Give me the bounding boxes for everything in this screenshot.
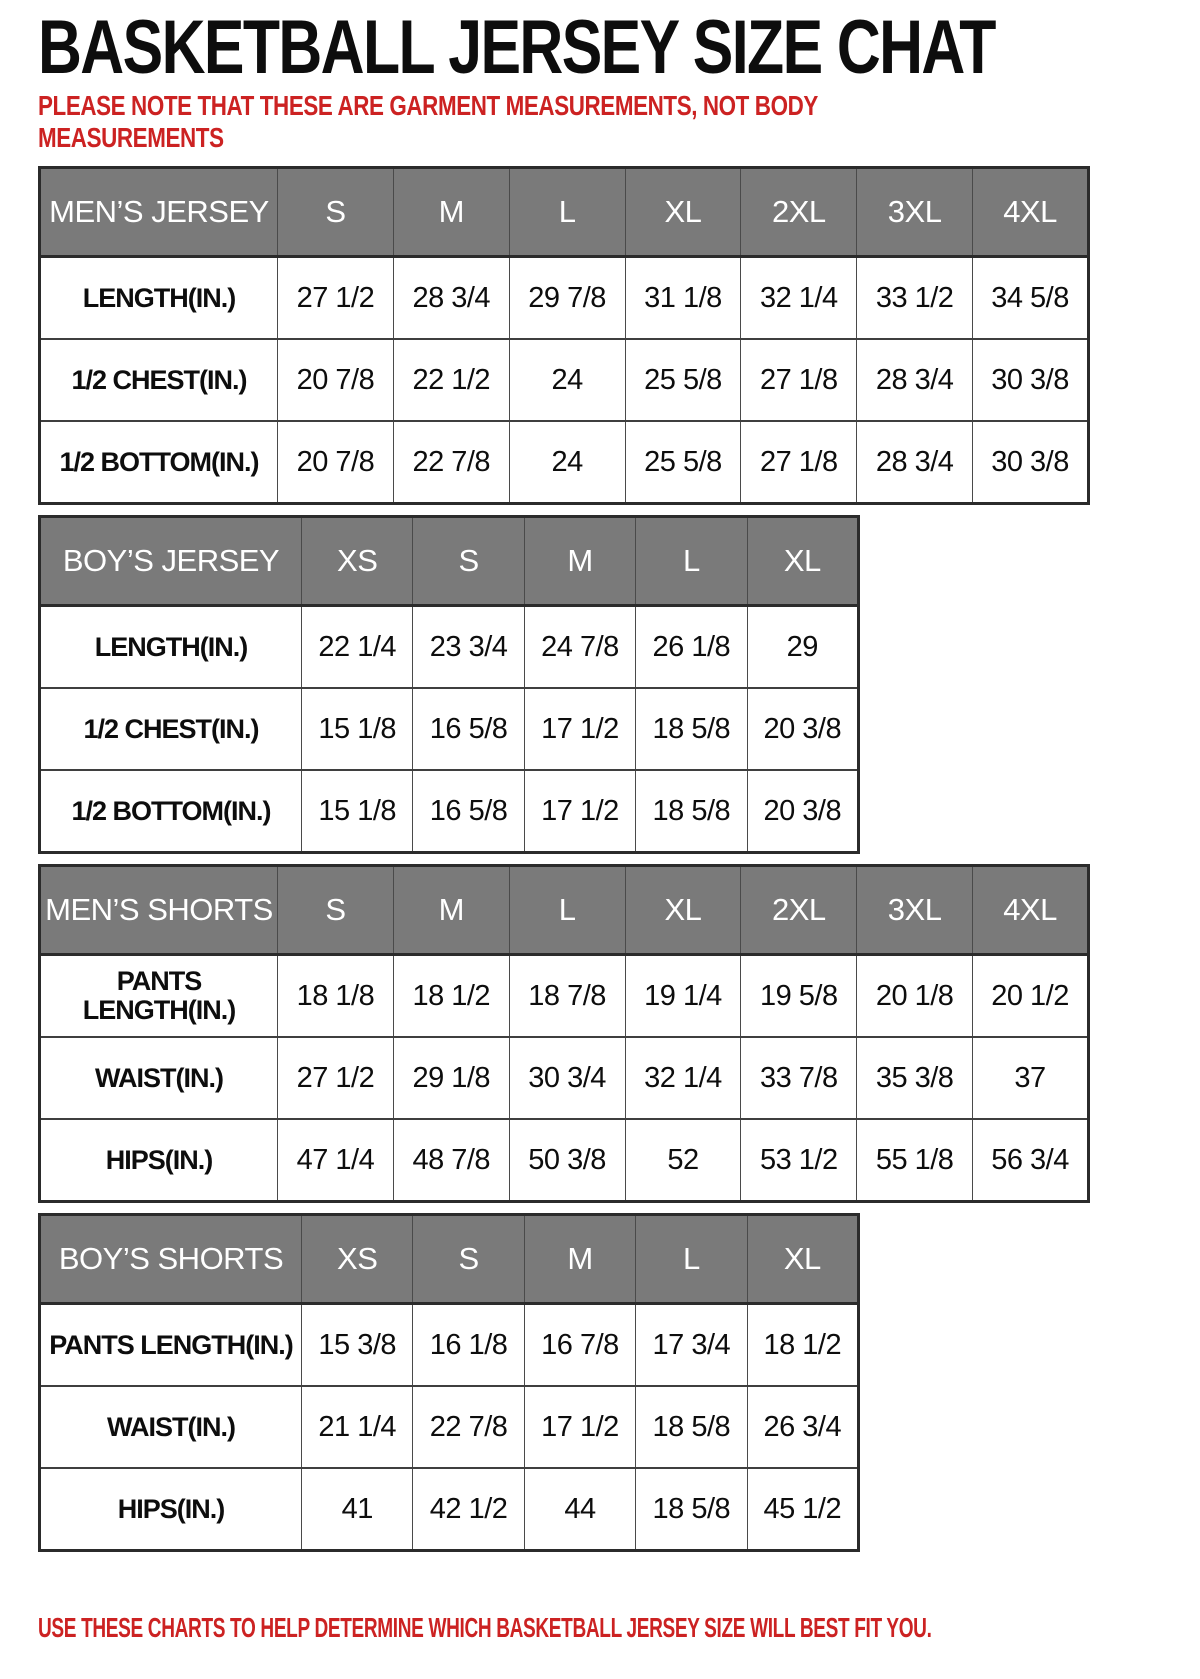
- boys-jersey-table: [38, 515, 860, 854]
- value-cell: 17 1/2: [524, 770, 635, 853]
- value-cell: 31 1/8: [625, 257, 741, 340]
- value-cell: 27 1/8: [741, 339, 857, 421]
- footer-line: USE THESE CHARTS TO HELP DETERMINE WHICH BASKETBALL JERSEY SIZE WILL BEST FIT YOU.: [38, 1612, 932, 1644]
- value-cell: 22 1/4: [302, 606, 413, 689]
- size-header-cell: 3XL: [857, 866, 973, 955]
- value-cell: 20 7/8: [278, 339, 394, 421]
- measurement-row: [40, 688, 859, 770]
- value-cell: 20 7/8: [278, 421, 394, 504]
- measurement-row: [40, 1468, 859, 1551]
- value-cell: 27 1/2: [278, 257, 394, 340]
- header-row: [40, 866, 1089, 955]
- size-header-cell: S: [413, 517, 524, 606]
- value-cell: 18 5/8: [636, 688, 747, 770]
- row-label-cell: WAIST(IN.): [40, 1386, 302, 1468]
- value-cell: 18 7/8: [509, 955, 625, 1038]
- header-row: [40, 1215, 859, 1304]
- size-header-cell: M: [393, 168, 509, 257]
- size-header-cell: 2XL: [741, 168, 857, 257]
- mens-jersey-table: [38, 166, 1090, 505]
- value-cell: 42 1/2: [413, 1468, 524, 1551]
- measurement-row: [40, 606, 859, 689]
- value-cell: 28 3/4: [393, 257, 509, 340]
- measurement-row: [40, 1037, 1089, 1119]
- value-cell: 17 3/4: [636, 1304, 747, 1387]
- measurement-row: [40, 1304, 859, 1387]
- note-line-1: PLEASE NOTE THAT THESE ARE GARMENT MEASUREMENTS, NOT BODY: [38, 90, 818, 121]
- value-cell: 27 1/8: [741, 421, 857, 504]
- value-cell: 20 3/8: [747, 688, 858, 770]
- size-header-cell: 4XL: [973, 168, 1089, 257]
- row-label-cell: 1/2 BOTTOM(IN.): [40, 421, 278, 504]
- size-header-cell: S: [278, 168, 394, 257]
- size-header-cell: M: [393, 866, 509, 955]
- table-title-cell: MEN’S SHORTS: [40, 866, 278, 955]
- table-title-cell: BOY’S JERSEY: [40, 517, 302, 606]
- row-label-cell: HIPS(IN.): [40, 1119, 278, 1202]
- value-cell: 45 1/2: [747, 1468, 858, 1551]
- value-cell: 22 7/8: [393, 421, 509, 504]
- value-cell: 33 7/8: [741, 1037, 857, 1119]
- size-header-cell: L: [509, 866, 625, 955]
- garment-measurements-note: [38, 90, 1162, 154]
- size-header-cell: XL: [625, 866, 741, 955]
- boys-shorts-table: [38, 1213, 860, 1552]
- value-cell: 23 3/4: [413, 606, 524, 689]
- value-cell: 48 7/8: [393, 1119, 509, 1202]
- size-header-cell: XL: [625, 168, 741, 257]
- row-label-cell: PANTS LENGTH(IN.): [40, 955, 278, 1038]
- value-cell: 55 1/8: [857, 1119, 973, 1202]
- value-cell: 19 1/4: [625, 955, 741, 1038]
- value-cell: 20 1/2: [973, 955, 1089, 1038]
- row-label-cell: 1/2 CHEST(IN.): [40, 688, 302, 770]
- table-title-cell: MEN’S JERSEY: [40, 168, 278, 257]
- value-cell: 30 3/8: [973, 339, 1089, 421]
- value-cell: 29: [747, 606, 858, 689]
- row-label-cell: PANTS LENGTH(IN.): [40, 1304, 302, 1387]
- size-header-cell: S: [278, 866, 394, 955]
- value-cell: 27 1/2: [278, 1037, 394, 1119]
- value-cell: 16 7/8: [524, 1304, 635, 1387]
- value-cell: 50 3/8: [509, 1119, 625, 1202]
- value-cell: 41: [302, 1468, 413, 1551]
- row-label-cell: LENGTH(IN.): [40, 257, 278, 340]
- value-cell: 18 1/8: [278, 955, 394, 1038]
- value-cell: 24: [509, 339, 625, 421]
- value-cell: 44: [524, 1468, 635, 1551]
- value-cell: 35 3/8: [857, 1037, 973, 1119]
- measurement-row: [40, 1119, 1089, 1202]
- header-row: [40, 168, 1089, 257]
- row-label-cell: 1/2 CHEST(IN.): [40, 339, 278, 421]
- row-label-cell: HIPS(IN.): [40, 1468, 302, 1551]
- size-header-cell: M: [524, 1215, 635, 1304]
- table-title-cell: BOY’S SHORTS: [40, 1215, 302, 1304]
- size-header-cell: XL: [747, 1215, 858, 1304]
- row-label-cell: WAIST(IN.): [40, 1037, 278, 1119]
- value-cell: 16 1/8: [413, 1304, 524, 1387]
- measurement-row: [40, 1386, 859, 1468]
- row-label-cell: 1/2 BOTTOM(IN.): [40, 770, 302, 853]
- value-cell: 47 1/4: [278, 1119, 394, 1202]
- value-cell: 18 5/8: [636, 1386, 747, 1468]
- value-cell: 32 1/4: [625, 1037, 741, 1119]
- value-cell: 37: [973, 1037, 1089, 1119]
- size-header-cell: M: [524, 517, 635, 606]
- value-cell: 30 3/4: [509, 1037, 625, 1119]
- value-cell: 32 1/4: [741, 257, 857, 340]
- row-label-cell: LENGTH(IN.): [40, 606, 302, 689]
- value-cell: 24: [509, 421, 625, 504]
- value-cell: 18 1/2: [747, 1304, 858, 1387]
- value-cell: 34 5/8: [973, 257, 1089, 340]
- value-cell: 26 1/8: [636, 606, 747, 689]
- value-cell: 29 1/8: [393, 1037, 509, 1119]
- size-header-cell: 3XL: [857, 168, 973, 257]
- value-cell: 21 1/4: [302, 1386, 413, 1468]
- measurement-row: [40, 955, 1089, 1038]
- value-cell: 18 5/8: [636, 1468, 747, 1551]
- size-header-cell: 2XL: [741, 866, 857, 955]
- mens-shorts-table: [38, 864, 1090, 1203]
- value-cell: 25 5/8: [625, 339, 741, 421]
- value-cell: 15 3/8: [302, 1304, 413, 1387]
- value-cell: 53 1/2: [741, 1119, 857, 1202]
- measurement-row: [40, 770, 859, 853]
- note-line-2: MEASUREMENTS: [38, 122, 224, 154]
- value-cell: 22 7/8: [413, 1386, 524, 1468]
- size-header-cell: L: [636, 1215, 747, 1304]
- value-cell: 19 5/8: [741, 955, 857, 1038]
- size-header-cell: XS: [302, 517, 413, 606]
- size-header-cell: XS: [302, 1215, 413, 1304]
- value-cell: 20 1/8: [857, 955, 973, 1038]
- value-cell: 30 3/8: [973, 421, 1089, 504]
- measurement-row: [40, 257, 1089, 340]
- value-cell: 17 1/2: [524, 1386, 635, 1468]
- value-cell: 18 1/2: [393, 955, 509, 1038]
- value-cell: 29 7/8: [509, 257, 625, 340]
- size-header-cell: 4XL: [973, 866, 1089, 955]
- value-cell: 15 1/8: [302, 688, 413, 770]
- value-cell: 20 3/8: [747, 770, 858, 853]
- page-title: BASKETBALL JERSEY SIZE CHAT: [38, 5, 995, 90]
- value-cell: 24 7/8: [524, 606, 635, 689]
- value-cell: 16 5/8: [413, 688, 524, 770]
- value-cell: 17 1/2: [524, 688, 635, 770]
- size-header-cell: S: [413, 1215, 524, 1304]
- value-cell: 18 5/8: [636, 770, 747, 853]
- value-cell: 16 5/8: [413, 770, 524, 853]
- header-row: [40, 517, 859, 606]
- size-header-cell: XL: [747, 517, 858, 606]
- value-cell: 15 1/8: [302, 770, 413, 853]
- measurement-row: [40, 421, 1089, 504]
- value-cell: 26 3/4: [747, 1386, 858, 1468]
- value-cell: 28 3/4: [857, 339, 973, 421]
- size-header-cell: L: [636, 517, 747, 606]
- size-header-cell: L: [509, 168, 625, 257]
- value-cell: 22 1/2: [393, 339, 509, 421]
- value-cell: 25 5/8: [625, 421, 741, 504]
- value-cell: 52: [625, 1119, 741, 1202]
- value-cell: 33 1/2: [857, 257, 973, 340]
- value-cell: 28 3/4: [857, 421, 973, 504]
- footer-note: [38, 1612, 1162, 1644]
- measurement-row: [40, 339, 1089, 421]
- value-cell: 56 3/4: [973, 1119, 1089, 1202]
